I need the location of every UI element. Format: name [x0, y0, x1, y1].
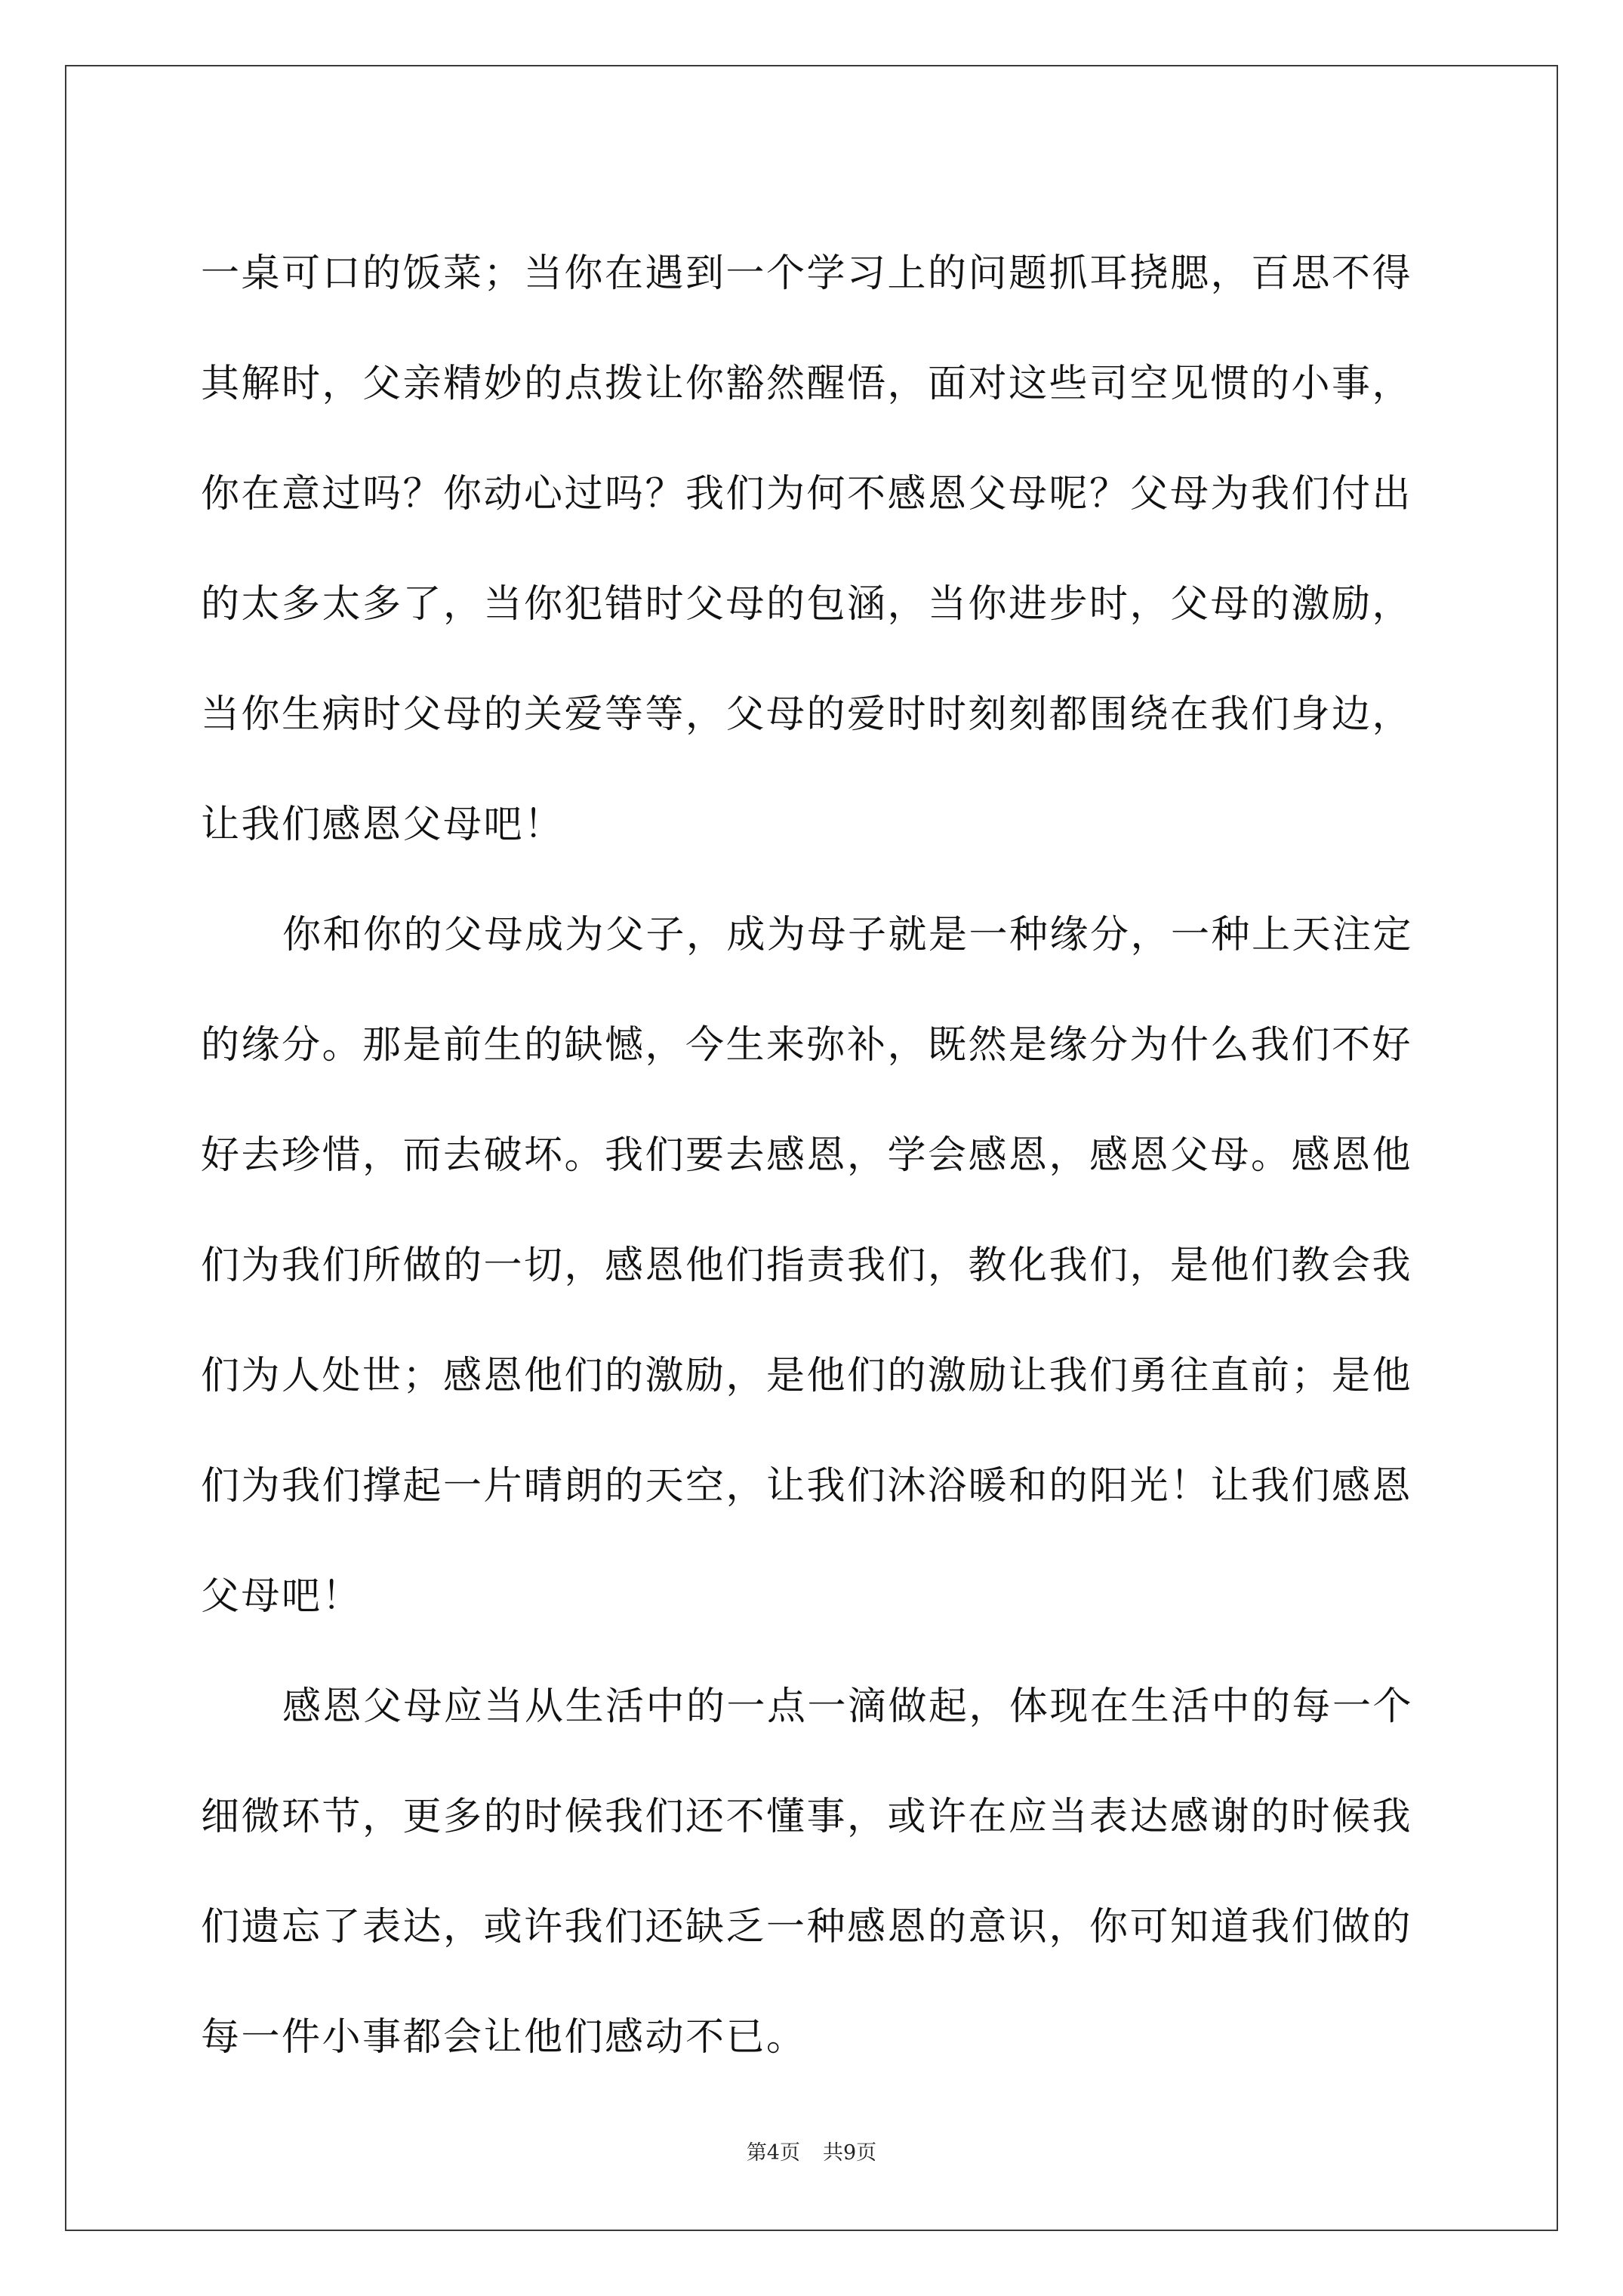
text-line: 细微环节，更多的时候我们还不懂事，或许在应当表达感谢的时候我 [201, 1795, 1413, 1839]
text-line: 父母吧！ [201, 1574, 363, 1619]
body-text [201, 219, 1439, 2093]
text-line: 每一件小事都会让他们感动不已。 [201, 2015, 807, 2060]
text-line: 的缘分。那是前生的缺憾，今生来弥补，既然是缘分为什么我们不好 [201, 1023, 1413, 1068]
text-line: 其解时，父亲精妙的点拨让你豁然醒悟，面对这些司空见惯的小事， [201, 362, 1413, 406]
text-line: 的太多太多了，当你犯错时父母的包涵，当你进步时，父母的激励， [201, 582, 1413, 627]
text-line: 们为人处世；感恩他们的激励，是他们的激励让我们勇往直前；是他 [201, 1354, 1413, 1398]
current-page-number: 第4页 [746, 2141, 800, 2165]
text-line: 当你生病时父母的关爱等等，父母的爱时时刻刻都围绕在我们身边， [201, 692, 1413, 737]
paragraph-start-line: 你和你的父母成为父子，成为母子就是一种缘分，一种上天注定 [282, 913, 1414, 957]
text-line: 们为我们所做的一切，感恩他们指责我们，教化我们，是他们教会我 [201, 1244, 1413, 1288]
text-line: 让我们感恩父母吧！ [201, 803, 565, 847]
text-line: 好去珍惜，而去破坏。我们要去感恩，学会感恩，感恩父母。感恩他 [201, 1133, 1413, 1178]
text-line: 们为我们撑起一片晴朗的天空，让我们沐浴暖和的阳光！让我们感恩 [201, 1464, 1413, 1509]
page-footer [0, 2140, 1623, 2167]
text-line: 你在意过吗？你动心过吗？我们为何不感恩父母呢？父母为我们付出 [201, 472, 1413, 516]
text-line: 们遗忘了表达，或许我们还缺乏一种感恩的意识，你可知道我们做的 [201, 1905, 1413, 1949]
text-line: 一桌可口的饭菜；当你在遇到一个学习上的问题抓耳挠腮，百思不得 [201, 251, 1413, 296]
paragraph-start-line: 感恩父母应当从生活中的一点一滴做起，体现在生活中的每一个 [282, 1684, 1414, 1729]
total-pages: 共9页 [823, 2141, 877, 2165]
